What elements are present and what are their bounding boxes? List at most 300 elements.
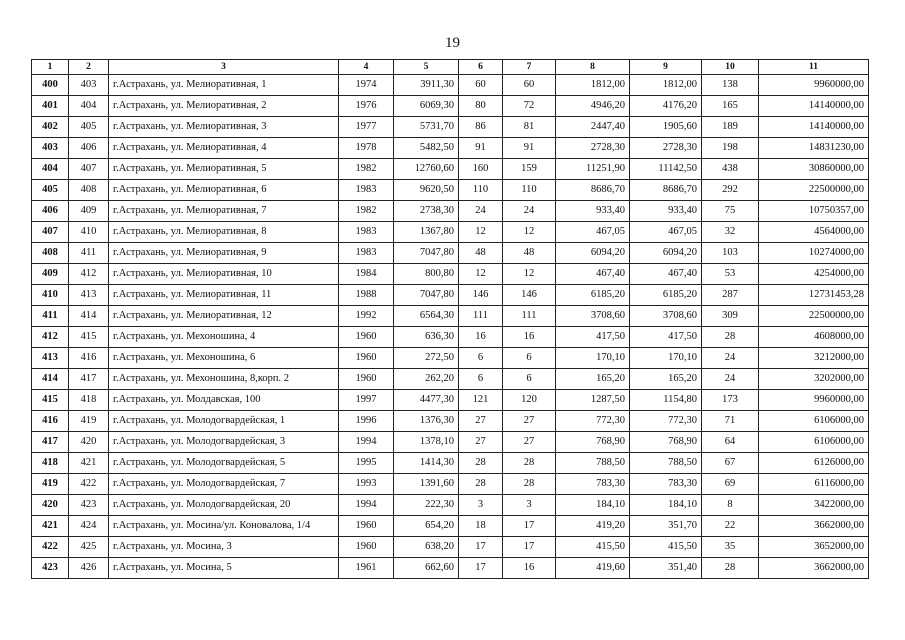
reference-number-cell: 412 — [69, 264, 109, 285]
column-header-5: 5 — [394, 60, 459, 75]
reference-number-cell: 403 — [69, 75, 109, 96]
year-cell: 1994 — [339, 432, 394, 453]
col6-count-cell: 146 — [459, 285, 503, 306]
col7-count-cell: 17 — [503, 516, 556, 537]
area-cell: 4477,30 — [394, 390, 459, 411]
col10-count-cell: 35 — [702, 537, 759, 558]
amount-cell: 4608000,00 — [759, 327, 869, 348]
amount-cell: 10274000,00 — [759, 243, 869, 264]
row-number-cell: 406 — [32, 201, 69, 222]
row-number-cell: 419 — [32, 474, 69, 495]
address-cell: г.Астрахань, ул. Мелиоративная, 10 — [109, 264, 339, 285]
area-cell: 12760,60 — [394, 159, 459, 180]
address-cell: г.Астрахань, ул. Мелиоративная, 6 — [109, 180, 339, 201]
year-cell: 1988 — [339, 285, 394, 306]
row-number-cell: 404 — [32, 159, 69, 180]
area-cell: 9620,50 — [394, 180, 459, 201]
amount-cell: 12731453,28 — [759, 285, 869, 306]
col6-count-cell: 28 — [459, 453, 503, 474]
row-number-cell: 418 — [32, 453, 69, 474]
year-cell: 1982 — [339, 159, 394, 180]
col8-area-cell: 8686,70 — [556, 180, 630, 201]
year-cell: 1960 — [339, 516, 394, 537]
amount-cell: 6106000,00 — [759, 432, 869, 453]
reference-number-cell: 414 — [69, 306, 109, 327]
column-header-11: 11 — [759, 60, 869, 75]
area-cell: 5731,70 — [394, 117, 459, 138]
col9-area-cell: 6094,20 — [630, 243, 702, 264]
col6-count-cell: 80 — [459, 96, 503, 117]
address-cell: г.Астрахань, ул. Молодогвардейская, 20 — [109, 495, 339, 516]
col8-area-cell: 4946,20 — [556, 96, 630, 117]
col7-count-cell: 27 — [503, 411, 556, 432]
col7-count-cell: 12 — [503, 222, 556, 243]
reference-number-cell: 413 — [69, 285, 109, 306]
table-row — [32, 369, 869, 390]
col8-area-cell: 772,30 — [556, 411, 630, 432]
col10-count-cell: 53 — [702, 264, 759, 285]
amount-cell: 3422000,00 — [759, 495, 869, 516]
year-cell: 1960 — [339, 348, 394, 369]
reference-number-cell: 405 — [69, 117, 109, 138]
col7-count-cell: 16 — [503, 558, 556, 579]
table-row — [32, 243, 869, 264]
address-cell: г.Астрахань, ул. Мосина, 3 — [109, 537, 339, 558]
page-number: 19 — [445, 35, 460, 51]
area-cell: 1414,30 — [394, 453, 459, 474]
table-body — [32, 75, 869, 579]
col9-area-cell: 4176,20 — [630, 96, 702, 117]
table-row — [32, 75, 869, 96]
col10-count-cell: 173 — [702, 390, 759, 411]
col10-count-cell: 71 — [702, 411, 759, 432]
col10-count-cell: 198 — [702, 138, 759, 159]
address-cell: г.Астрахань, ул. Молодогвардейская, 3 — [109, 432, 339, 453]
table-row — [32, 180, 869, 201]
year-cell: 1960 — [339, 369, 394, 390]
col9-area-cell: 1812,00 — [630, 75, 702, 96]
year-cell: 1983 — [339, 243, 394, 264]
year-cell: 1982 — [339, 201, 394, 222]
year-cell: 1983 — [339, 222, 394, 243]
col7-count-cell: 60 — [503, 75, 556, 96]
year-cell: 1961 — [339, 558, 394, 579]
col6-count-cell: 3 — [459, 495, 503, 516]
col10-count-cell: 189 — [702, 117, 759, 138]
amount-cell: 9960000,00 — [759, 390, 869, 411]
reference-number-cell: 419 — [69, 411, 109, 432]
col6-count-cell: 24 — [459, 201, 503, 222]
col9-area-cell: 467,40 — [630, 264, 702, 285]
area-cell: 654,20 — [394, 516, 459, 537]
col6-count-cell: 17 — [459, 537, 503, 558]
col10-count-cell: 165 — [702, 96, 759, 117]
col10-count-cell: 28 — [702, 327, 759, 348]
col8-area-cell: 165,20 — [556, 369, 630, 390]
col9-area-cell: 417,50 — [630, 327, 702, 348]
col8-area-cell: 2447,40 — [556, 117, 630, 138]
col7-count-cell: 28 — [503, 474, 556, 495]
area-cell: 1378,10 — [394, 432, 459, 453]
col10-count-cell: 24 — [702, 369, 759, 390]
col7-count-cell: 110 — [503, 180, 556, 201]
address-cell: г.Астрахань, ул. Мелиоративная, 7 — [109, 201, 339, 222]
row-number-cell: 421 — [32, 516, 69, 537]
table-row — [32, 201, 869, 222]
column-header-3: 3 — [109, 60, 339, 75]
row-number-cell: 407 — [32, 222, 69, 243]
table-row — [32, 558, 869, 579]
year-cell: 1976 — [339, 96, 394, 117]
reference-number-cell: 424 — [69, 516, 109, 537]
amount-cell: 30860000,00 — [759, 159, 869, 180]
area-cell: 7047,80 — [394, 243, 459, 264]
row-number-cell: 413 — [32, 348, 69, 369]
reference-number-cell: 417 — [69, 369, 109, 390]
area-cell: 262,20 — [394, 369, 459, 390]
row-number-cell: 411 — [32, 306, 69, 327]
col6-count-cell: 111 — [459, 306, 503, 327]
col9-area-cell: 1905,60 — [630, 117, 702, 138]
col9-area-cell: 415,50 — [630, 537, 702, 558]
table-header-row — [32, 60, 869, 75]
row-number-cell: 403 — [32, 138, 69, 159]
amount-cell: 22500000,00 — [759, 180, 869, 201]
col7-count-cell: 48 — [503, 243, 556, 264]
col8-area-cell: 6094,20 — [556, 243, 630, 264]
col8-area-cell: 419,60 — [556, 558, 630, 579]
year-cell: 1993 — [339, 474, 394, 495]
amount-cell: 14140000,00 — [759, 117, 869, 138]
row-number-cell: 415 — [32, 390, 69, 411]
year-cell: 1978 — [339, 138, 394, 159]
year-cell: 1983 — [339, 180, 394, 201]
area-cell: 6069,30 — [394, 96, 459, 117]
address-cell: г.Астрахань, ул. Молдавская, 100 — [109, 390, 339, 411]
col6-count-cell: 91 — [459, 138, 503, 159]
amount-cell: 3202000,00 — [759, 369, 869, 390]
address-cell: г.Астрахань, ул. Мелиоративная, 11 — [109, 285, 339, 306]
col7-count-cell: 6 — [503, 348, 556, 369]
reference-number-cell: 406 — [69, 138, 109, 159]
address-cell: г.Астрахань, ул. Молодогвардейская, 1 — [109, 411, 339, 432]
col7-count-cell: 16 — [503, 327, 556, 348]
col8-area-cell: 467,40 — [556, 264, 630, 285]
col9-area-cell: 351,40 — [630, 558, 702, 579]
col7-count-cell: 72 — [503, 96, 556, 117]
col10-count-cell: 103 — [702, 243, 759, 264]
amount-cell: 6126000,00 — [759, 453, 869, 474]
col6-count-cell: 27 — [459, 432, 503, 453]
col8-area-cell: 768,90 — [556, 432, 630, 453]
col7-count-cell: 28 — [503, 453, 556, 474]
address-cell: г.Астрахань, ул. Мелиоративная, 1 — [109, 75, 339, 96]
col6-count-cell: 48 — [459, 243, 503, 264]
address-cell: г.Астрахань, ул. Мехоношина, 8,корп. 2 — [109, 369, 339, 390]
row-number-cell: 423 — [32, 558, 69, 579]
area-cell: 3911,30 — [394, 75, 459, 96]
col8-area-cell: 3708,60 — [556, 306, 630, 327]
col10-count-cell: 69 — [702, 474, 759, 495]
address-cell: г.Астрахань, ул. Мелиоративная, 9 — [109, 243, 339, 264]
address-cell: г.Астрахань, ул. Мелиоративная, 3 — [109, 117, 339, 138]
reference-number-cell: 411 — [69, 243, 109, 264]
col7-count-cell: 27 — [503, 432, 556, 453]
reference-number-cell: 423 — [69, 495, 109, 516]
col7-count-cell: 3 — [503, 495, 556, 516]
col7-count-cell: 6 — [503, 369, 556, 390]
col6-count-cell: 110 — [459, 180, 503, 201]
col7-count-cell: 159 — [503, 159, 556, 180]
table-row — [32, 390, 869, 411]
table-row — [32, 138, 869, 159]
col10-count-cell: 64 — [702, 432, 759, 453]
col6-count-cell: 18 — [459, 516, 503, 537]
amount-cell: 6106000,00 — [759, 411, 869, 432]
col9-area-cell: 788,50 — [630, 453, 702, 474]
amount-cell: 3662000,00 — [759, 516, 869, 537]
area-cell: 800,80 — [394, 264, 459, 285]
area-cell: 1391,60 — [394, 474, 459, 495]
col8-area-cell: 184,10 — [556, 495, 630, 516]
reference-number-cell: 422 — [69, 474, 109, 495]
reference-number-cell: 420 — [69, 432, 109, 453]
reference-number-cell: 426 — [69, 558, 109, 579]
amount-cell: 3212000,00 — [759, 348, 869, 369]
column-header-8: 8 — [556, 60, 630, 75]
col10-count-cell: 292 — [702, 180, 759, 201]
address-cell: г.Астрахань, ул. Мосина/ул. Коновалова, 1/4 — [109, 516, 339, 537]
area-cell: 222,30 — [394, 495, 459, 516]
area-cell: 6564,30 — [394, 306, 459, 327]
col8-area-cell: 417,50 — [556, 327, 630, 348]
year-cell: 1992 — [339, 306, 394, 327]
amount-cell: 3652000,00 — [759, 537, 869, 558]
col9-area-cell: 1154,80 — [630, 390, 702, 411]
col6-count-cell: 6 — [459, 369, 503, 390]
col6-count-cell: 27 — [459, 411, 503, 432]
col8-area-cell: 783,30 — [556, 474, 630, 495]
col6-count-cell: 12 — [459, 264, 503, 285]
area-cell: 1376,30 — [394, 411, 459, 432]
year-cell: 1997 — [339, 390, 394, 411]
address-cell: г.Астрахань, ул. Мелиоративная, 12 — [109, 306, 339, 327]
row-number-cell: 408 — [32, 243, 69, 264]
col6-count-cell: 60 — [459, 75, 503, 96]
table-row — [32, 495, 869, 516]
table-row — [32, 474, 869, 495]
col10-count-cell: 8 — [702, 495, 759, 516]
column-header-2: 2 — [69, 60, 109, 75]
year-cell: 1995 — [339, 453, 394, 474]
col9-area-cell: 783,30 — [630, 474, 702, 495]
col10-count-cell: 22 — [702, 516, 759, 537]
col8-area-cell: 170,10 — [556, 348, 630, 369]
year-cell: 1984 — [339, 264, 394, 285]
amount-cell: 4564000,00 — [759, 222, 869, 243]
amount-cell: 4254000,00 — [759, 264, 869, 285]
table-row — [32, 96, 869, 117]
col7-count-cell: 81 — [503, 117, 556, 138]
housing-registry-table — [31, 59, 869, 579]
col9-area-cell: 768,90 — [630, 432, 702, 453]
area-cell: 1367,80 — [394, 222, 459, 243]
col7-count-cell: 12 — [503, 264, 556, 285]
amount-cell: 3662000,00 — [759, 558, 869, 579]
col9-area-cell: 772,30 — [630, 411, 702, 432]
row-number-cell: 410 — [32, 285, 69, 306]
row-number-cell: 409 — [32, 264, 69, 285]
year-cell: 1960 — [339, 537, 394, 558]
table-row — [32, 159, 869, 180]
area-cell: 636,30 — [394, 327, 459, 348]
amount-cell: 14831230,00 — [759, 138, 869, 159]
address-cell: г.Астрахань, ул. Мелиоративная, 2 — [109, 96, 339, 117]
reference-number-cell: 421 — [69, 453, 109, 474]
col8-area-cell: 6185,20 — [556, 285, 630, 306]
reference-number-cell: 415 — [69, 327, 109, 348]
reference-number-cell: 416 — [69, 348, 109, 369]
reference-number-cell: 410 — [69, 222, 109, 243]
col8-area-cell: 2728,30 — [556, 138, 630, 159]
table-row — [32, 285, 869, 306]
col6-count-cell: 6 — [459, 348, 503, 369]
year-cell: 1996 — [339, 411, 394, 432]
col9-area-cell: 184,10 — [630, 495, 702, 516]
col6-count-cell: 86 — [459, 117, 503, 138]
col9-area-cell: 933,40 — [630, 201, 702, 222]
col10-count-cell: 75 — [702, 201, 759, 222]
col10-count-cell: 138 — [702, 75, 759, 96]
col6-count-cell: 16 — [459, 327, 503, 348]
table-row — [32, 306, 869, 327]
col9-area-cell: 467,05 — [630, 222, 702, 243]
col9-area-cell: 3708,60 — [630, 306, 702, 327]
table-row — [32, 516, 869, 537]
table-row — [32, 411, 869, 432]
col7-count-cell: 111 — [503, 306, 556, 327]
table-row — [32, 432, 869, 453]
address-cell: г.Астрахань, ул. Мелиоративная, 5 — [109, 159, 339, 180]
address-cell: г.Астрахань, ул. Мелиоративная, 4 — [109, 138, 339, 159]
area-cell: 7047,80 — [394, 285, 459, 306]
row-number-cell: 401 — [32, 96, 69, 117]
col10-count-cell: 438 — [702, 159, 759, 180]
row-number-cell: 400 — [32, 75, 69, 96]
area-cell: 272,50 — [394, 348, 459, 369]
reference-number-cell: 407 — [69, 159, 109, 180]
col10-count-cell: 287 — [702, 285, 759, 306]
address-cell: г.Астрахань, ул. Мехоношина, 6 — [109, 348, 339, 369]
col9-area-cell: 2728,30 — [630, 138, 702, 159]
year-cell: 1994 — [339, 495, 394, 516]
column-header-10: 10 — [702, 60, 759, 75]
address-cell: г.Астрахань, ул. Молодогвардейская, 7 — [109, 474, 339, 495]
col6-count-cell: 160 — [459, 159, 503, 180]
col9-area-cell: 165,20 — [630, 369, 702, 390]
col10-count-cell: 28 — [702, 558, 759, 579]
area-cell: 5482,50 — [394, 138, 459, 159]
area-cell: 638,20 — [394, 537, 459, 558]
amount-cell: 14140000,00 — [759, 96, 869, 117]
row-number-cell: 417 — [32, 432, 69, 453]
address-cell: г.Астрахань, ул. Молодогвардейская, 5 — [109, 453, 339, 474]
column-header-6: 6 — [459, 60, 503, 75]
reference-number-cell: 418 — [69, 390, 109, 411]
table-row — [32, 117, 869, 138]
area-cell: 2738,30 — [394, 201, 459, 222]
row-number-cell: 412 — [32, 327, 69, 348]
amount-cell: 10750357,00 — [759, 201, 869, 222]
col8-area-cell: 11251,90 — [556, 159, 630, 180]
col8-area-cell: 415,50 — [556, 537, 630, 558]
col6-count-cell: 121 — [459, 390, 503, 411]
row-number-cell: 420 — [32, 495, 69, 516]
col7-count-cell: 91 — [503, 138, 556, 159]
column-header-1: 1 — [32, 60, 69, 75]
row-number-cell: 402 — [32, 117, 69, 138]
table-row — [32, 348, 869, 369]
col10-count-cell: 309 — [702, 306, 759, 327]
table-row — [32, 327, 869, 348]
col9-area-cell: 6185,20 — [630, 285, 702, 306]
table-row — [32, 453, 869, 474]
amount-cell: 6116000,00 — [759, 474, 869, 495]
col7-count-cell: 146 — [503, 285, 556, 306]
col8-area-cell: 467,05 — [556, 222, 630, 243]
area-cell: 662,60 — [394, 558, 459, 579]
row-number-cell: 422 — [32, 537, 69, 558]
col10-count-cell: 67 — [702, 453, 759, 474]
col9-area-cell: 11142,50 — [630, 159, 702, 180]
amount-cell: 9960000,00 — [759, 75, 869, 96]
col8-area-cell: 1287,50 — [556, 390, 630, 411]
col9-area-cell: 170,10 — [630, 348, 702, 369]
col8-area-cell: 1812,00 — [556, 75, 630, 96]
col10-count-cell: 32 — [702, 222, 759, 243]
col8-area-cell: 933,40 — [556, 201, 630, 222]
table-row — [32, 537, 869, 558]
table-row — [32, 264, 869, 285]
year-cell: 1977 — [339, 117, 394, 138]
col6-count-cell: 28 — [459, 474, 503, 495]
col7-count-cell: 24 — [503, 201, 556, 222]
reference-number-cell: 404 — [69, 96, 109, 117]
address-cell: г.Астрахань, ул. Мелиоративная, 8 — [109, 222, 339, 243]
amount-cell: 22500000,00 — [759, 306, 869, 327]
column-header-9: 9 — [630, 60, 702, 75]
year-cell: 1974 — [339, 75, 394, 96]
col6-count-cell: 17 — [459, 558, 503, 579]
reference-number-cell: 409 — [69, 201, 109, 222]
col9-area-cell: 8686,70 — [630, 180, 702, 201]
col9-area-cell: 351,70 — [630, 516, 702, 537]
row-number-cell: 405 — [32, 180, 69, 201]
col8-area-cell: 419,20 — [556, 516, 630, 537]
column-header-4: 4 — [339, 60, 394, 75]
reference-number-cell: 425 — [69, 537, 109, 558]
reference-number-cell: 408 — [69, 180, 109, 201]
table-row — [32, 222, 869, 243]
col6-count-cell: 12 — [459, 222, 503, 243]
column-header-7: 7 — [503, 60, 556, 75]
col10-count-cell: 24 — [702, 348, 759, 369]
row-number-cell: 414 — [32, 369, 69, 390]
row-number-cell: 416 — [32, 411, 69, 432]
col8-area-cell: 788,50 — [556, 453, 630, 474]
address-cell: г.Астрахань, ул. Мосина, 5 — [109, 558, 339, 579]
year-cell: 1960 — [339, 327, 394, 348]
